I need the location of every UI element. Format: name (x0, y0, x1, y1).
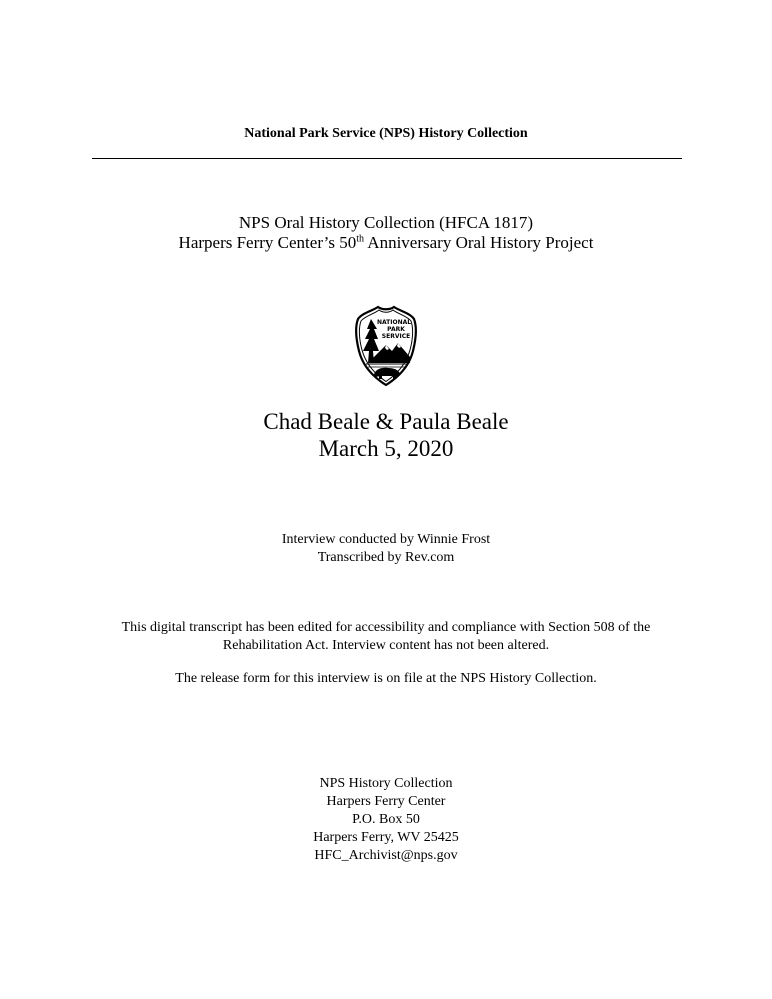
logo-text-park: PARK (387, 326, 405, 333)
notice-line-2: Rehabilitation Act. Interview content has not been altered. (222, 638, 550, 653)
credits-block (0, 531, 772, 567)
project-title (0, 233, 772, 253)
interviewer-credit: Interview conducted by Winnie Frost (281, 532, 491, 547)
interview-block (0, 408, 772, 462)
page-header: National Park Service (NPS) History Collection (244, 126, 528, 141)
transcriber-credit: Transcribed by Rev.com (317, 550, 455, 565)
header-divider (92, 158, 682, 159)
address-po-box: P.O. Box 50 (352, 812, 420, 827)
address-city: Harpers Ferry, WV 25425 (313, 830, 459, 845)
collection-block (0, 213, 772, 253)
interview-date: March 5, 2020 (318, 436, 454, 461)
address-center: Harpers Ferry Center (326, 794, 446, 809)
address-email: HFC_Archivist@nps.gov (314, 848, 458, 863)
notice-line-1: This digital transcript has been edited for accessibility and compliance with Section 508 of the (121, 620, 651, 635)
project-title-post: Anniversary Oral History Project (364, 233, 594, 252)
release-notice: The release form for this interview is on file at the NPS History Collection. (175, 671, 597, 686)
project-title-sup: th (356, 233, 364, 245)
collection-title: NPS Oral History Collection (HFCA 1817) (238, 213, 534, 232)
address-block (0, 775, 772, 865)
logo-text-service: SERVICE (381, 333, 411, 340)
interviewee-names: Chad Beale & Paula Beale (263, 409, 509, 434)
logo-text-national: NATIONAL (376, 319, 412, 326)
accessibility-notice (0, 619, 772, 655)
address-org: NPS History Collection (319, 776, 453, 791)
nps-arrowhead-icon (354, 305, 418, 387)
project-title-pre: Harpers Ferry Center’s 50 (178, 233, 357, 252)
